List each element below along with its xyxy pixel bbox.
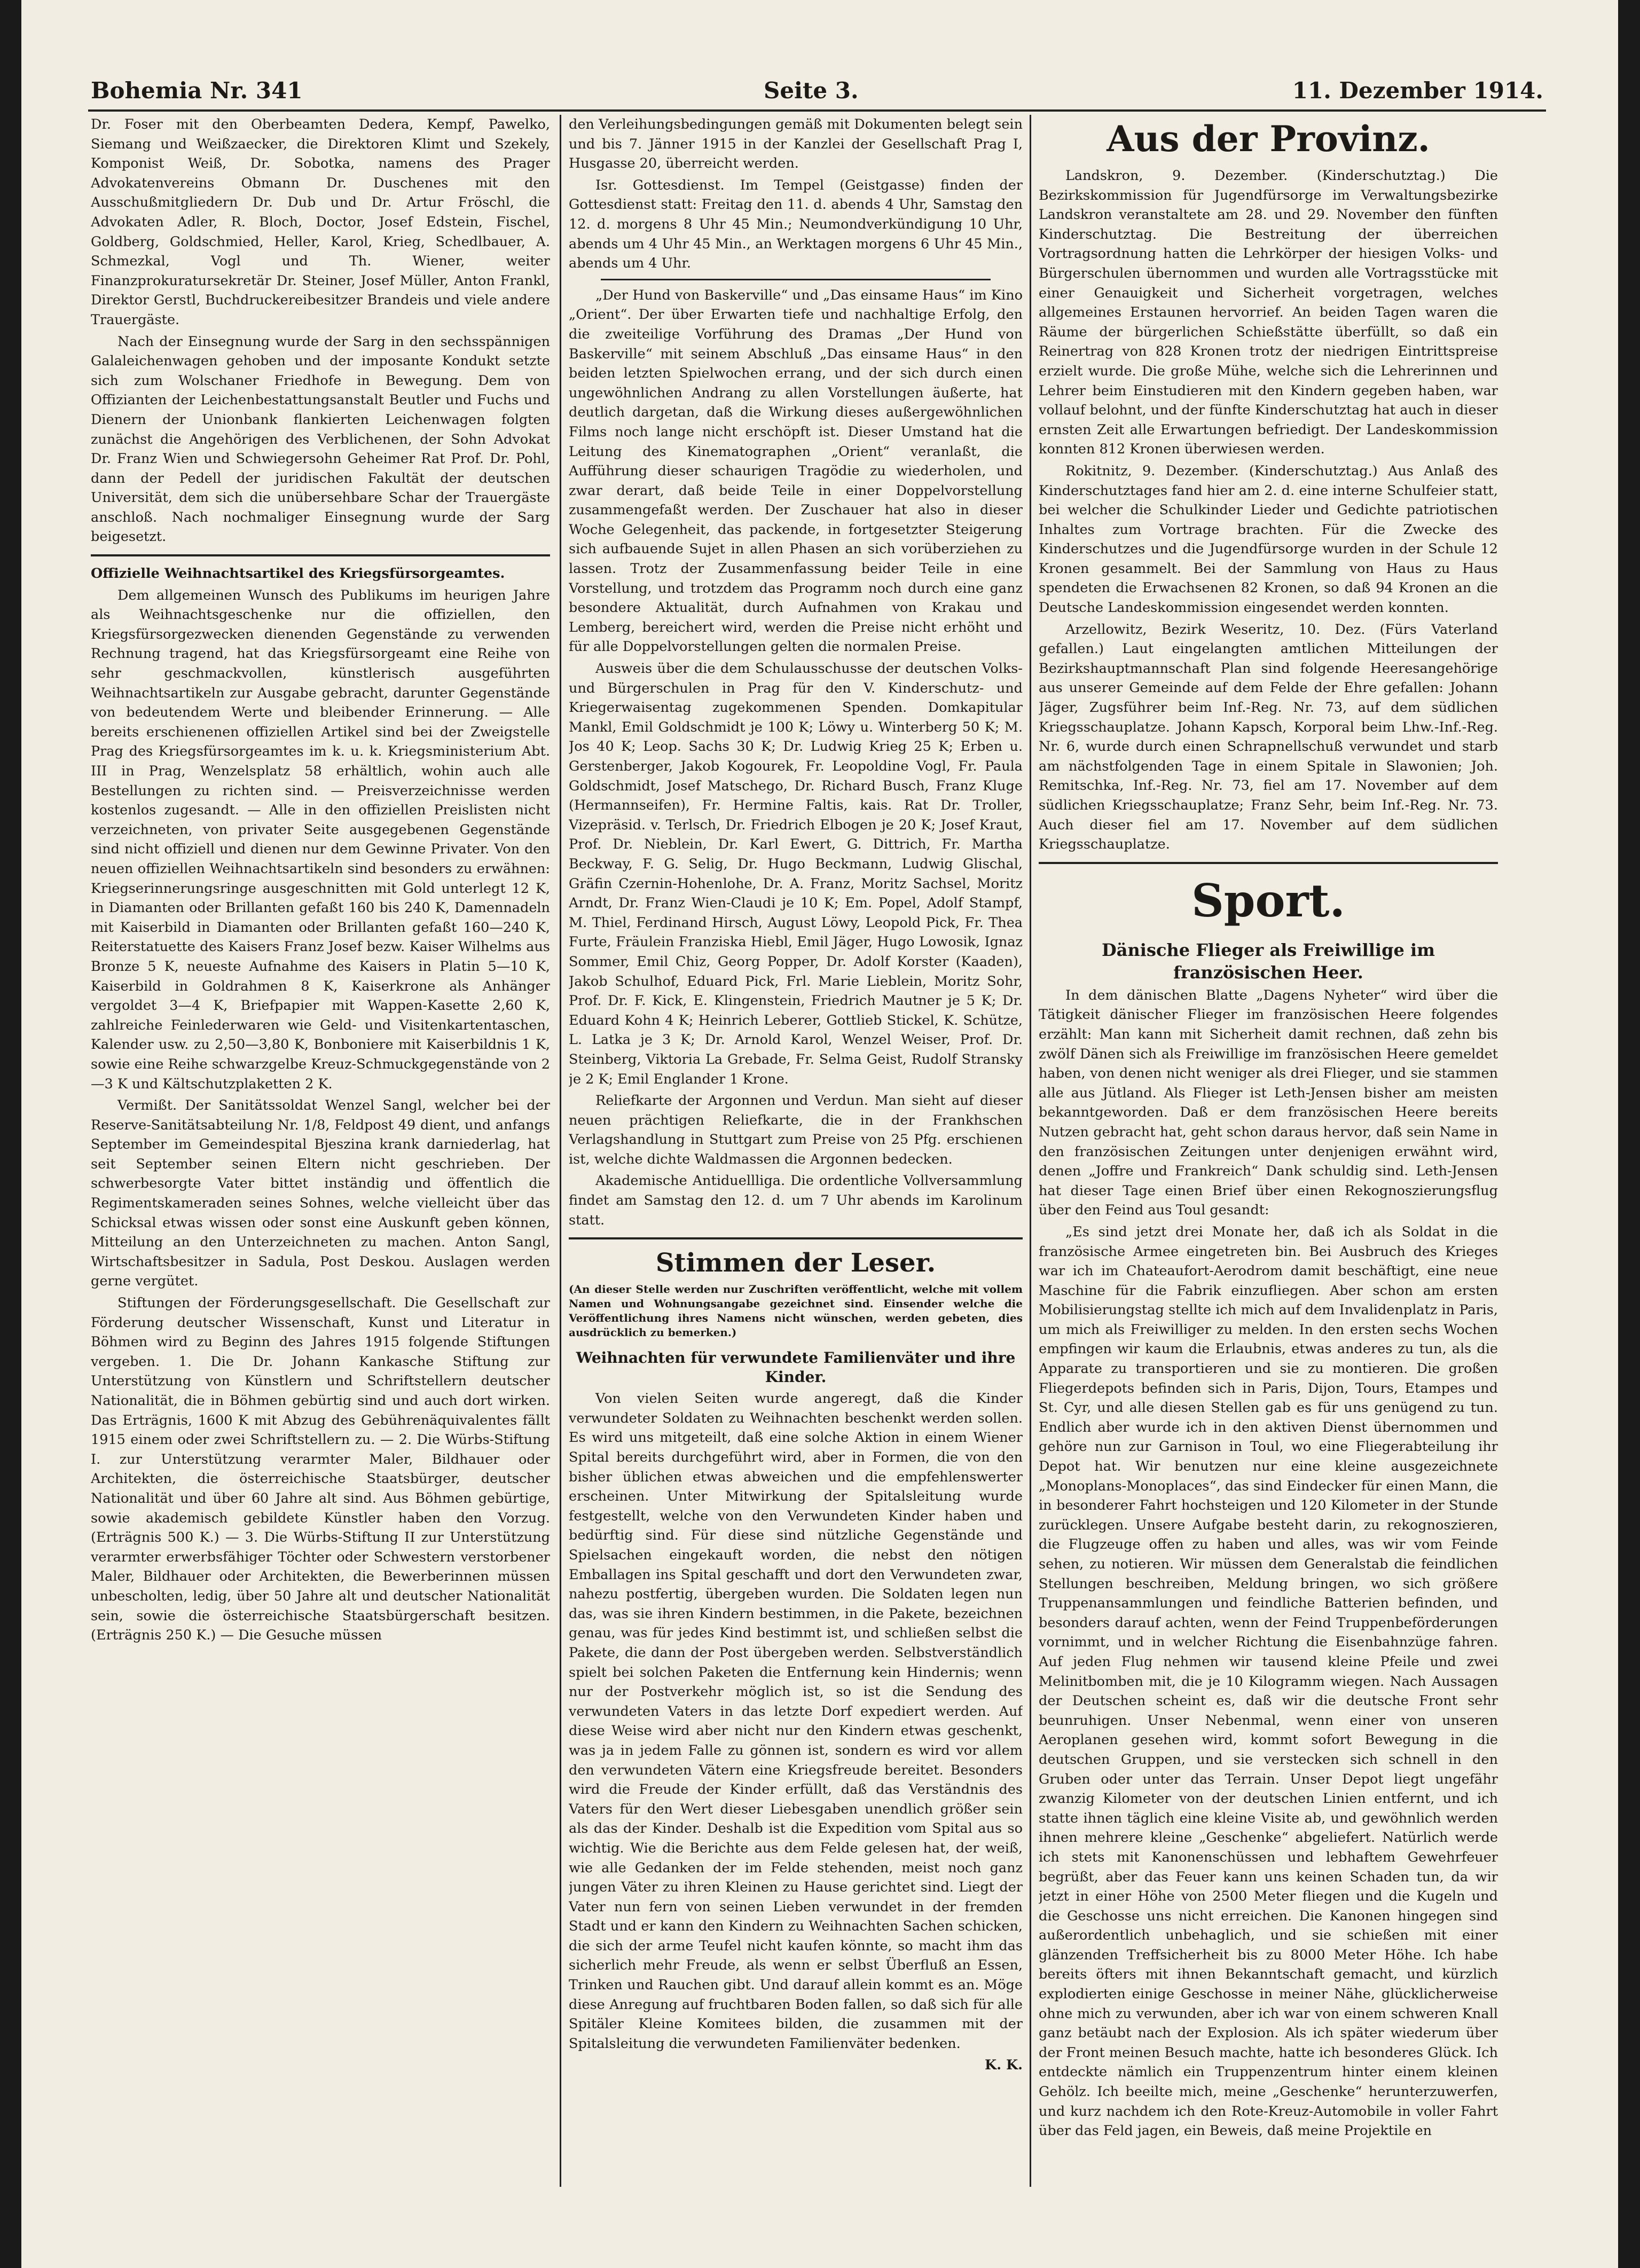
column-1 bbox=[91, 115, 550, 2181]
page-header bbox=[91, 61, 1543, 115]
continuation-paragraph: den Verleihungsbedingungen gemäß mit Dokumenten belegt sein und bis 7. Jänner 1915 in der Kanzlei der Gesellschaft Prag I, Husgasse 20, überreicht werden. bbox=[569, 116, 1023, 172]
letter-paragraph: Von vielen Seiten wurde angeregt, daß die Kinder verwundeter Soldaten zu Weihnachten beschenkt werden sollen. Es wird uns mitgeteilt, daß eine solche Aktion in einem Wiener Spital bereits durchgeführt wird, aber in Formen, die von den bisher üblichen etwas abweichen und die empfehlenswerter erscheinen. Unter Mitwirkung der Spitalsleitung wurde festgestellt, welche von den Verwundeten Kinder haben und bedürftig sind. Für diese sind nützliche Gegenstände und Spielsachen eingekauft worden, die nebst den nötigen Emballagen ins Spital geschafft und dort den Verwundeten zwar, nahezu postfertig, übergeben wurden. Die Soldaten legen nun das, was sie ihren Kindern bestimmen, in die Pakete, bezeichnen genau, was für jedes Kind bestimmt ist, und schließen selbst die Pakete, die dann der Post übergeben werden. Selbstverständlich spielt bei solchen Paketen die Entfernung kein Hindernis; wenn nur der Postverkehr möglich ist, so ist die Sendung des verwundeten Vaters in das letzte Dorf expediert werden. Auf diese Weise wird aber nicht nur den Kindern etwas geschenkt, was ja in jedem Falle zu gönnen ist, sondern es wird vor allem den verwundeten Vätern eine Kriegsfreude bereitet. Besonders wird die Freude der Kinder erfüllt, daß das Verständnis des Vaters für den Wert dieser Liebesgaben unendlich größer sein als das der Kinder. Deshalb ist die Expedition vom Spital aus so wichtig. Wie die Berichte aus dem Felde gelesen hat, der weiß, wie alle Gedanken der im Felde stehenden, meist noch ganz jungen Väter zu ihren Kleinen zu Hause gerichtet sind. Liegt der Vater nun fern von seinen Lieben verwundet in der fremden Stadt und er kann den Kindern zu Weihnachten Sachen schicken, die sich der arme Teufel nicht kaufen könnte, so macht ihm das sicherlich mehr Freude, als wenn er selbst Überfluß an Essen, Trinken und Rauchen gibt. Und darauf allein kommt es an. Möge diese Anregung auf fruchtbaren Boden fallen, so daß sich für alle Spitäler Kleine Komitees bilden, die zusammen mit der Spitalsleitung die verwundeten Familienväter bedenken. bbox=[569, 1391, 1023, 2052]
section-divider bbox=[569, 1237, 1023, 1239]
synagogue-paragraph: Isr. Gottesdienst. Im Tempel (Geistgasse) finden der Gottesdienst statt: Freitag den 11. d. abends 4 Uhr, Samstag den 12. d. morgens 8 Uhr 45 Min.; Neumondverkündigung 10 Uhr, abends um 4 Uhr 45 Min., an Werktagen morgens 6 Uhr 45 Min., abends um 4 Uhr. bbox=[569, 177, 1023, 272]
relief-map-paragraph: Reliefkarte der Argonnen und Verdun. Man sieht auf dieser neuen prächtigen Reliefkarte, die in der Frankhschen Verlagshandlung in Stuttgart zum Preise von 25 Pfg. erschienen ist, welche dichte Waldmassen die Argonnen bedecken. bbox=[569, 1093, 1023, 1167]
letter-title: Weihnachten für verwundete Familienväter und ihre Kinder. bbox=[576, 1349, 1016, 1386]
missing-soldier-paragraph: Vermißt. Der Sanitätssoldat Wenzel Sangl, welcher bei der Reserve-Sanitätsabteilung Nr. 1/8, Feldpost 49 dient, und anfangs September im Gemeindespital Bjeszina krank darniederlag, hat seit September seinen Eltern nicht geschrieben. Der schwerbesorgte Vater bittet inständig und öffentlich die Regimentskameraden seines Sohnes, welche vielleicht über das Schicksal etwas wissen oder sonst eine Auskunft geben können, Mitteilung an den Unterzeichneten zu machen. Anton Sangl, Wirtschaftsbesitzer in Sadula, Post Deskou. Auslagen werden gerne vergütet. bbox=[91, 1097, 550, 1290]
header-issue: Bohemia Nr. 341 bbox=[91, 77, 303, 104]
column-3 bbox=[1039, 115, 1498, 2181]
arzellowitz-paragraph: Arzellowitz, Bezirk Weseritz, 10. Dez. (Fürs Vaterland gefallen.) Laut eingelangten amtlichen Mitteilungen der Bezirkshauptmannschaft Plan sind folgende Heeresangehörige aus unserer Gemeinde auf dem Felde der Ehre gefallen: Johann Jäger, Zugsführer beim Inf.-Reg. Nr. 73, auf dem südlichen Kriegsschauplatze. Johann Kapsch, Korporal beim Lhw.-Inf.-Reg. Nr. 6, wurde durch einen Schrapnellschuß verwundet und starb am nächstfolgenden Tage in einem Spitale in Slawonien; Joh. Remitschka, Inf.-Reg. Nr. 73, fiel am 17. November auf dem südlichen Kriegsschauplatze; Franz Sehr, beim Inf.-Reg. Nr. 73. Auch dieser fiel am 17. November auf dem südlichen Kriegsschauplatze. bbox=[1039, 621, 1498, 853]
landskron-paragraph: Landskron, 9. Dezember. (Kinderschutztag.) Die Bezirkskommission für Jugendfürsorge im Verwaltungsbezirke Landskron veranstaltete am 28. und 29. November den fünften Kinderschutztag. Die Bestreitung der überreichen Vortragsordnung hatten die Lehrkörper der hiesigen Volks- und Bürgerschulen übernommen und wurden alle Vortragsstücke mit einer Genauigkeit und Sicherheit vorgetragen, welches allgemeines Erstaunen hervorrief. An beiden Tagen waren die Räume der bürgerlichen Schießstätte überfüllt, so daß ein Reinertrag von 828 Kronen trotz der niedrigen Eintrittspreise erzielt wurde. Die große Mühe, welche sich die Lehrerinnen und Lehrer beim Einstudieren mit den Kindern gegeben haben, war vollauf belohnt, und der fünfte Kinderschutztag hat auch in dieser ernsten Zeit alle Erwartungen befriedigt. Der Landeskommission konnten 812 Kronen überwiesen werden. bbox=[1039, 168, 1498, 458]
danish-flyers-letter: „Es sind jetzt drei Monate her, daß ich als Soldat in die französische Armee eingetreten bin. Bei Ausbruch des Krieges war ich im Chateaufort-Aerodrom damit beschäftigt, eine neue Maschine für die Fabrik einzufliegen. Aber schon am ersten Mobilisierungstag stellte ich mich auf dem Invalidenplatz in Paris, um mich als Freiwilliger zu melden. In den ersten sechs Wochen empfingen wir kaum die Erlaubnis, etwas anderes zu tun, als die Apparate zu transportieren und sie zu montieren. Die großen Fliegerdepots befinden sich in Paris, Dijon, Tours, Etampes und St. Cyr, und alle diesen Stellen gab es für uns genügend zu tun. Endlich aber wurde ich in den aktiven Dienst übernommen und gehöre nun zur Garnison in Toul, wo eine Fliegerabteilung ihr Depot hat. Wir benutzen nur eine kleine ausgezeichnete „Monoplans-Monoplaces“, das sind Eindecker für einen Mann, die in besonderer Fahrt hochsteigen und 120 Kilometer in der Stunde zurücklegen. Unsere Aufgabe besteht darin, zu rekognoszieren, die Flugzeuge offen zu haben und alles, was wir vom Feinde sehen, zu notieren. Wir müssen dem Generalstab die feindlichen Stellungen beschreiben, Meldung bringen, wo sich größere Truppenansammlungen und feindliche Batterien befinden, und besonders darauf achten, wenn der Feind Truppenbeförderungen vornimmt, und in welcher Richtung die Eisenbahnzüge fahren. Auf jeden Flug nehmen wir tausend kleine Pfeile und zwei Melinitbomben mit, die je 10 Kilogramm wiegen. Nach Aussagen der Deutschen scheint es, daß wir die deutsche Front sehr beunruhigen. Unser Nebenmal, wenn einer von unseren Aeroplanen gesehen wird, kommt sofort Bewegung in die deutschen Gruppen, und sie verstecken sich schnell in den Gruben oder unter das Terrain. Unser Depot liegt ungefähr zwanzig Kilometer von der deutschen Linien entfernt, und ich statte ihnen täglich eine kleine Visite ab, und gewöhnlich werden ihnen mehrere kleine „Geschenke“ abgeliefert. Natürlich werde ich stets mit Kanonenschüssen und lebhaftem Gewehrfeuer begrüßt, aber das Feuer kann uns keinen Schaden tun, da wir jetzt in einer Höhe von 2500 Meter fliegen und die Kugeln und die Geschosse uns nicht erreichen. Die Kanonen hingegen sind außerordentlich unbehaglich, und sie schießen mit einer glänzenden Treffsicherheit bis zu 8000 Meter Höhe. Ich habe bereits öfters mit ihnen Bekanntschaft gemacht, und kürzlich explodierten einige Geschosse in meiner Nähe, glücklicherweise ohne mich zu verwunden, aber ich war von einem schweren Knall ganz betäubt nach der Explosion. Als ich später wiederum über der Front meinen Besuch machte, hatte ich besonderes Glück. Ich entdeckte nämlich ein Truppenzentrum hinter einem kleinen Gehölz. Ich beeilte mich, meine „Geschenke“ herunterzuwerfen, und kurz nachdem ich den Rote-Kreuz-Automobile in voller Fahrt über das Feld jagen, ein Beweis, daß meine Projektile en bbox=[1039, 1223, 1498, 2139]
readers-voices-title: Stimmen der Leser. bbox=[655, 1248, 936, 1278]
rokitnitz-paragraph: Rokitnitz, 9. Dezember. (Kinderschutztag.) Aus Anlaß des Kinderschutztages fand hier am 2. d. eine interne Schulfeier statt, bei welcher die Schulkinder Lieder und Gedichte patriotischen Inhaltes zum Vortrage brachten. Für die Zwecke des Kinderschutzes und die Jugendfürsorge wurden in der Schule 12 Kronen gesammelt. Bei der Sammlung von Haus zu Haus spendeten die Erwachsenen 82 Kronen, so daß 94 Kronen an die Deutsche Landeskommission eingesendet werden konnten. bbox=[1039, 462, 1498, 616]
section-divider bbox=[601, 279, 991, 280]
header-page-number: Seite 3. bbox=[764, 77, 859, 104]
danish-flyers-intro: In dem dänischen Blatte „Dagens Nyheter“ wird über die Tätigkeit dänischer Flieger im französischen Heere folgendes erzählt: Man kann mit Sicherheit damit rechnen, daß zehn bis zwölf Dänen sich als Freiwillige im französischen Heere gemeldet haben, von denen nicht weniger als drei Flieger, und sie stammen alle aus Jütland. Als Flieger ist Leth-Jensen bisher am meisten bekanntgeworden. Daß er dem französischen Heere bereits Nutzen gebracht hat, geht schon daraus hervor, daß sein Name in den französischen Zeitungen unter denjenigen erwähnt wird, denen „Joffre und Frankreich“ Dank schuldig sind. Leth-Jensen hat dieser Tage einen Brief über einen Rekognoszierungsflug über den Feind aus Toul gesandt: bbox=[1039, 987, 1498, 1219]
cinema-paragraph: „Der Hund von Baskerville“ und „Das einsame Haus“ im Kino „Orient“. Der über Erwarten tiefe und nachhaltige Erfolg, den die zweiteilige Vorführung des Dramas „Der Hund von Baskerville“ mit seinem Abschluß „Das einsame Haus“ in den beiden letzten Spielwochen errang, und der sich durch einen ungewöhnlichen Andrang zu allen Vorstellungen äußerte, hat deutlich dargetan, daß die Wirkung dieses außergewöhnlichen Films noch lange nicht erschöpft ist. Dieser Umstand hat die Leitung des Kinematographen „Orient“ veranlaßt, die Aufführung dieser schaurigen Tragödie zu wiederholen, und zwar derart, daß beide Teile in einer Doppelvorstellung zusammengefaßt werden. Der Zuschauer hat also in dieser Woche Gelegenheit, das packende, in fortgesetzter Steigerung sich aufbauende Sujet in allen Phasen an sich vorüberziehen zu lassen. Trotz der Zusammenfassung beider Teile in eine Vorstellung, und trotzdem das Programm noch durch eine ganz besondere Aktualität, durch Aufnahmen von Krakau und Lemberg, bereichert wird, werden die Preise nicht erhöht und für alle Doppelvorstellungen gelten die normalen Preise. bbox=[569, 287, 1023, 655]
readers-voices-note: (An dieser Stelle werden nur Zuschriften veröffentlicht, welche mit vollem Namen und Wohnungsangabe gezeichnet sind. Einsender welche die Veröffentlichung ihres Namens nicht wünschen, werden gebeten, dies ausdrücklich zu bemerken.) bbox=[569, 1283, 1023, 1339]
antiduel-league-paragraph: Akademische Antiduellliga. Die ordentliche Vollversammlung findet am Samstag den 12. d. um 7 Uhr abends im Karolinum statt. bbox=[569, 1173, 1023, 1228]
section-divider bbox=[91, 554, 550, 556]
column-2 bbox=[569, 115, 1023, 2181]
funeral-paragraph: Nach der Einsegnung wurde der Sarg in den sechsspännigen Galaleichenwagen gehoben und der imposante Kondukt setzte sich zum Wolschaner Friedhofe in Bewegung. Dem von Offizianten der Leichenbestattungsanstalt Beutler und Fuchs und Dienern der Unionbank flankierten Leichenwagen folgten zunächst die Angehörigen des Verblichenen, der Sohn Advokat Dr. Franz Wien und Schwiegersohn Geheimer Rat Prof. Dr. Pohl, dann der Pedell der juridischen Fakultät der deutschen Universität, dem sich die unübersehbare Schar der Trauergäste anschloß. Nach nochmaliger Einsegnung wurde der Sarg beigesetzt. bbox=[91, 333, 550, 545]
foundations-paragraph: Stiftungen der Förderungsgesellschaft. Die Gesellschaft zur Förderung deutscher Wissenschaft, Kunst und Literatur in Böhmen wird zu Beginn des Jahres 1915 folgende Stiftungen vergeben. 1. Die Dr. Johann Kankasche Stiftung zur Unterstützung von Künstlern und Schriftstellern deutscher Nationalität, die in Böhmen gebürtig sind und auch dort wirken. Das Erträgnis, 1600 K mit Abzug des Gebührenäquivalentes fällt 1915 einem oder zwei Schriftstellern zu. — 2. Die Würbs-Stiftung I. zur Unterstützung verarmter Maler, Bildhauer oder Architekten, die österreichische Staatsbürger, deutscher Nationalität und über 60 Jahre alt sind. Aus Böhmen gebürtige, sowie akademisch gebildete Künstler haben den Vorzug. (Erträgnis 500 K.) — 3. Die Würbs-Stiftung II zur Unterstützung verarmter erwerbsfähiger Töchter oder Schwestern verstorbener Maler, Bildhauer oder Architekten, die Bewerberinnen müssen unbescholten, ledig, über 50 Jahre alt und deutscher Nationalität sein, sowie die österreichische Staatsbürgerschaft besitzen. (Erträgnis 250 K.) — Die Gesuche müssen bbox=[91, 1295, 550, 1644]
donations-paragraph: Ausweis über die dem Schulausschusse der deutschen Volks- und Bürgerschulen in Prag für den V. Kinderschutz- und Kriegerwaisentag zugekommenen Spenden. Domkapitular Mankl, Emil Goldschmidt je 100 K; Löwy u. Winterberg 50 K; M. Jos 40 K; Leop. Sachs 30 K; Dr. Ludwig Krieg 25 K; Erben u. Gerstenberger, Jakob Kogourek, Fr. Leopoldine Vogl, Fr. Paula Goldschmidt, Josef Matschego, Dr. Richard Busch, Franz Kluge (Hermannseifen), Fr. Hermine Faltis, kais. Rat Dr. Troller, Vizepräsid. v. Terlsch, Dr. Friedrich Elbogen je 20 K; Josef Kraut, Prof. Dr. Nieblein, Dr. Karl Ewert, G. Dittrich, Fr. Martha Beckway, F. G. Selig, Dr. Hugo Beckmann, Ludwig Glischal, Gräfin Czernin-Hohenlohe, Dr. A. Franz, Moritz Sachsel, Moritz Arndt, Dr. Franz Wien-Claudi je 10 K; Em. Popel, Adolf Stampf, M. Thiel, Ferdinand Hirsch, August Löwy, Leopold Pick, Fr. Thea Furte, Fräulein Franziska Hiebl, Emil Jäger, Hugo Lowosik, Ignaz Sommer, Emil Chiz, Georg Popper, Dr. Adolf Korster (Kaaden), Jakob Schulhof, Eduard Pick, Frl. Marie Lieblein, Moritz Sohr, Prof. Dr. F. Kick, E. Klingenstein, Friedrich Mautner je 5 K; Dr. Eduard Kohn 4 K; Heinrich Leberer, Gottlieb Stickel, K. Schütze, L. Latka je 3 K; Dr. Arnold Karol, Wenzel Weiser, Prof. Dr. Steinberg, Viktoria La Grebade, Fr. Selma Geist, Rudolf Stransky je 2 K; Emil Englander 1 Krone. bbox=[569, 661, 1023, 1087]
column-divider bbox=[1030, 115, 1031, 2187]
header-rule bbox=[88, 109, 1546, 112]
section-divider bbox=[1039, 862, 1498, 864]
column-divider bbox=[560, 115, 561, 2187]
letter-signature: K. K. bbox=[985, 2057, 1023, 2074]
newspaper-page bbox=[21, 0, 1618, 2268]
mourners-paragraph: Dr. Foser mit den Oberbeamten Dedera, Kempf, Pawelko, Siemang und Weißzaecker, die Direktoren Klimt und Szekely, Komponist Weiß, Dr. Sobotka, namens des Prager Advokatenvereins Obmann Dr. Duschenes mit den Ausschußmitgliedern Dr. Dub und Dr. Artur Fröschl, die Advokaten Adler, R. Bloch, Doctor, Josef Edstein, Fischel, Goldberg, Goldschmied, Heller, Karol, Krieg, Schedlbauer, A. Schmezkal, Vogl und Th. Wiener, weiter Finanzprokuratursekretär Dr. Steiner, Josef Müller, Anton Frankl, Direktor Gerstl, Buchdruckereibesitzer Brandeis und viele andere Trauergäste. bbox=[91, 116, 550, 328]
province-section-title: Aus der Provinz. bbox=[1107, 118, 1430, 160]
header-date: 11. Dezember 1914. bbox=[1292, 77, 1543, 104]
article-heading: Dänische Flieger als Freiwillige im französischen Heer. bbox=[1102, 939, 1435, 983]
article-heading: Offizielle Weihnachtsartikel des Kriegsfürsorgeamtes. bbox=[91, 566, 505, 582]
christmas-articles-paragraph: Dem allgemeinen Wunsch des Publikums im heurigen Jahre als Weihnachtsgeschenke nur die offiziellen, den Kriegsfürsorgezwecken dienenden Gegenstände zu verwenden Rechnung tragend, hat das Kriegsfürsorgeamt eine Reihe von sehr geschmackvollen, künstlerisch ausgeführten Weihnachtsartikeln zur Ausgabe gebracht, darunter Gegenstände von bedeutendem Werte und bleibender Erinnerung. — Alle bereits erschienenen offiziellen Artikel sind bei der Zweigstelle Prag des Kriegsfürsorgeamtes im k. u. k. Kriegsministerium Abt. III in Prag, Wenzelsplatz 58 erhältlich, wohin auch alle Bestellungen zu richten sind. — Preisverzeichnisse werden kostenlos zugesandt. — Alle in den offiziellen Preislisten nicht verzeichneten, von privater Seite ausgegebenen Gegenstände sind nicht offiziell und dienen nur dem Gewinne Privater. Von den neuen offiziellen Weihnachtsartikeln sind besonders zu erwähnen: Kriegserinnerungsringe ausgeschnitten mit Gold unterlegt 12 K, in Diamanten oder Brillanten gefaßt 160 bis 240 K, Damennadeln mit Kaiserbild in Diamanten oder Brillanten gefaßt 160—240 K, Reiterstatuette des Kaisers Franz Josef bezw. Kaiser Wilhelms aus Bronze 5 K, neueste Aufnahme des Kaisers in Platin 5—10 K, Kaiserbild in Goldrahmen 8 K, Kaiserkrone als Anhänger vergoldet 3—4 K, Briefpapier mit Wappen-Kasette 2,60 K, zahlreiche Feinlederwaren wie Geld- und Visitenkartentaschen, Kalender usw. zu 2,50—3,80 K, Bonboniere mit Kaiserbildnis 1 K, sowie eine Reihe schwarzgelbe Kreuz-Schmuckgegenstände von 2—3 K und Kältschutzplaketten 2 K. bbox=[91, 587, 550, 1092]
sport-section-title: Sport. bbox=[1191, 874, 1345, 927]
